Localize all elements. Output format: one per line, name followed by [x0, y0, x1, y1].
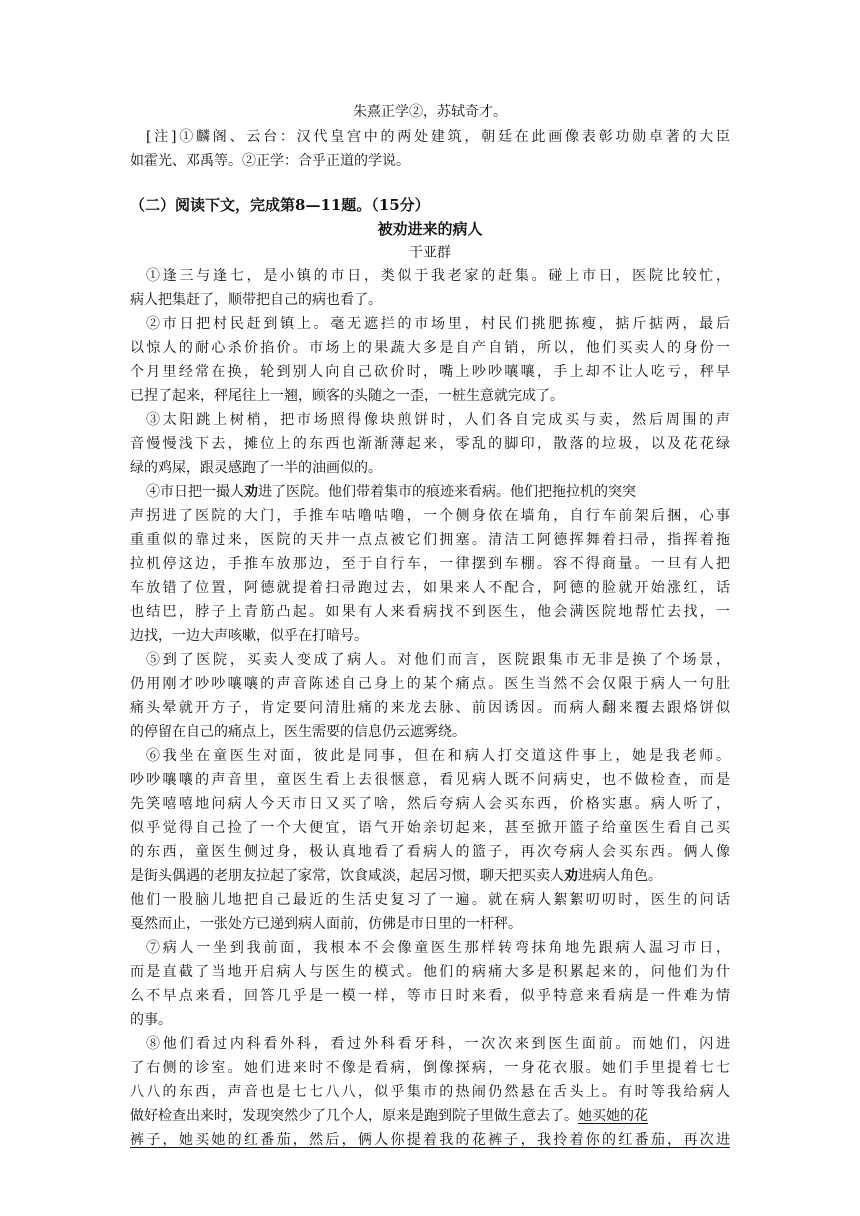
- paragraph-line: 先笑嘻嘻地问病人今天市日又买了啥，然后夸病人会买东西，价格实惠。病人听了，: [130, 796, 730, 812]
- underlined-sentence: 裤子，她买她的红番茄，然后，俩人你提着我的花裤子，我拎着你的红番茄，再次进: [130, 1132, 730, 1148]
- paragraph-line: 车放错了位置，阿德就提着扫帚跑过去，如果来人不配合，阿德的脸就开始涨红，话: [130, 580, 730, 596]
- paragraph-line: ⑤到了医院，买卖人变成了病人。对他们而言，医院跟集市无非是换了个场景，: [146, 652, 730, 668]
- paragraph-line: 似乎觉得自己捡了一个大便宜，语气开始亲切起来，甚至掀开篮子给童医生看自己买: [130, 820, 730, 836]
- paragraph-line: 做好检查出来时，发现突然少了几个人，原来是跑到院子里做生意去了。她买她的花: [130, 1108, 648, 1124]
- paragraph-line: 仍用刚才吵吵嚷嚷的声音陈述自己身上的某个痛点。医生当然不会仅限于病人一句肚: [130, 676, 730, 692]
- paragraph-line: ⑧他们看过内科看外科，看过外科看牙科，一次次来到医生面前。而她们，闪进: [146, 1036, 730, 1052]
- paragraph-line: ⑥我坐在童医生对面，彼此是同事，但在和病人打交道这件事上，她是我老师。: [146, 748, 730, 764]
- paragraph-line: ④市日把一撮人劝进了医院。他们带着集市的痕迹来看病。他们把拖拉机的突突: [146, 484, 636, 500]
- paragraph-line: 病人把集赶了，顺带把自己的病也看了。: [130, 292, 382, 308]
- paragraph-line: 的停留在自己的痛点上，医生需要的信息仍云遮雾绕。: [130, 724, 466, 740]
- paragraph-line: 拉机停这边，手推车放那边，至于自行车，一律摆到车棚。容不得商量。一旦有人把: [130, 556, 730, 572]
- paragraph-line: 八八的东西，声音也是七七八八，似乎集市的热闹仍然悬在舌头上。有时等我给病人: [130, 1084, 730, 1100]
- article-author: 干亚群: [409, 245, 451, 261]
- paragraph-line: 音慢慢浅下去，摊位上的东西也渐渐薄起来，零乱的脚印，散落的垃圾，以及花花绿: [130, 436, 730, 452]
- paragraph-line: 戛然而止，一张处方已递到病人面前，仿佛是市日里的一杆秤。: [130, 916, 522, 932]
- paragraph-line: 边找，一边大声咳嗽，似乎在打暗号。: [130, 628, 368, 644]
- paragraph-line: ③太阳跳上树梢，把市场照得像块煎饼时，人们各自完成买与卖，然后周围的声: [146, 412, 730, 428]
- article-title: 被劝进来的病人: [377, 220, 483, 238]
- paragraph-line: 绿的鸡屎，跟灵感跑了一半的油画似的。: [130, 460, 382, 476]
- paragraph-line: ①逢三与逢七，是小镇的市日，类似于我老家的赶集。碰上市日，医院比较忙，: [146, 268, 730, 284]
- paragraph-line: 已捏了起来，秤尾往上一翘，顾客的头随之一歪，一桩生意就完成了。: [130, 388, 564, 404]
- paragraph-line: 也结巴，脖子上青筋凸起。如果有人来看病找不到医生，他会满医院地帮忙去找，一: [130, 604, 730, 620]
- poem-tail: 朱熹正学②，苏轼奇才。: [353, 104, 507, 120]
- paragraph-line: 声拐进了医院的大门，手推车咕噜咕噜，一个侧身依在墙角，自行车前架后捆，心事: [130, 508, 730, 524]
- emphasis-quan: 劝: [244, 484, 258, 500]
- note-line-2: 如霍光、邓禹等。②正学：合乎正道的学说。: [130, 153, 410, 169]
- paragraph-line: 的事。: [130, 1012, 172, 1028]
- paragraph-line: ②市日把村民赶到镇上。毫无遮拦的市场里，村民们挑肥拣瘦，掂斤掂两，最后: [146, 316, 730, 332]
- paragraph-line: 重重似的靠过来，医院的天井一点点被它们拥塞。清洁工阿德挥舞着扫帚，指挥着拖: [130, 532, 730, 548]
- paragraph-line: 以惊人的耐心杀价掐价。市场上的果蔬大多是自产自销，所以，他们买卖人的身份一: [130, 340, 730, 356]
- paragraph-line: 么不早点来看，回答几乎是一模一样，等市日时来看，似乎特意来看病是一件难为情: [130, 988, 730, 1004]
- note-line-1: [注]①麟阁、云台：汉代皇宫中的两处建筑，朝廷在此画像表彰功勋卓著的大臣: [146, 129, 730, 145]
- paragraph-line: 个月里经常在换，轮到别人向自己砍价时，嘴上吵吵嚷嚷，手上却不让人吃亏，秤早: [130, 364, 730, 380]
- paragraph-line: 痛头晕就开方子，肯定要问清肚痛的来龙去脉、前因诱因。而病人翻来覆去跟烙饼似: [130, 700, 730, 716]
- paragraph-line: 他们一股脑儿地把自己最近的生活史复习了一遍。就在病人絮絮叨叨时，医生的问话: [130, 892, 730, 908]
- paragraph-line: ⑦病人一坐到我前面，我根本不会像童医生那样转弯抹角地先跟病人温习市日，: [146, 940, 730, 956]
- emphasis-quan: 劝: [564, 868, 578, 884]
- paragraph-line: 是街头偶遇的老朋友拉起了家常，饮食咸淡，起居习惯，聊天把买卖人劝进病人角色。: [130, 868, 662, 884]
- paragraph-line: 的东西，童医生侧过身，极认真地看了看病人的篮子，再次夸病人会买东西。俩人像: [130, 844, 730, 860]
- paragraph-line: 吵吵嚷嚷的声音里，童医生看上去很惬意，看见病人既不问病史，也不做检查，而是: [130, 772, 730, 788]
- section-heading: （二）阅读下文，完成第8—11题。（15分）: [130, 196, 430, 214]
- paragraph-line: 而是直截了当地开启病人与医生的模式。他们的病痛大多是积累起来的，问他们为什: [130, 964, 730, 980]
- paragraph-line: 了右侧的诊室。她们进来时不像是看病，倒像探病，一身花衣服。她们手里提着七七: [130, 1060, 730, 1076]
- underlined-sentence: 她买她的花: [578, 1108, 648, 1124]
